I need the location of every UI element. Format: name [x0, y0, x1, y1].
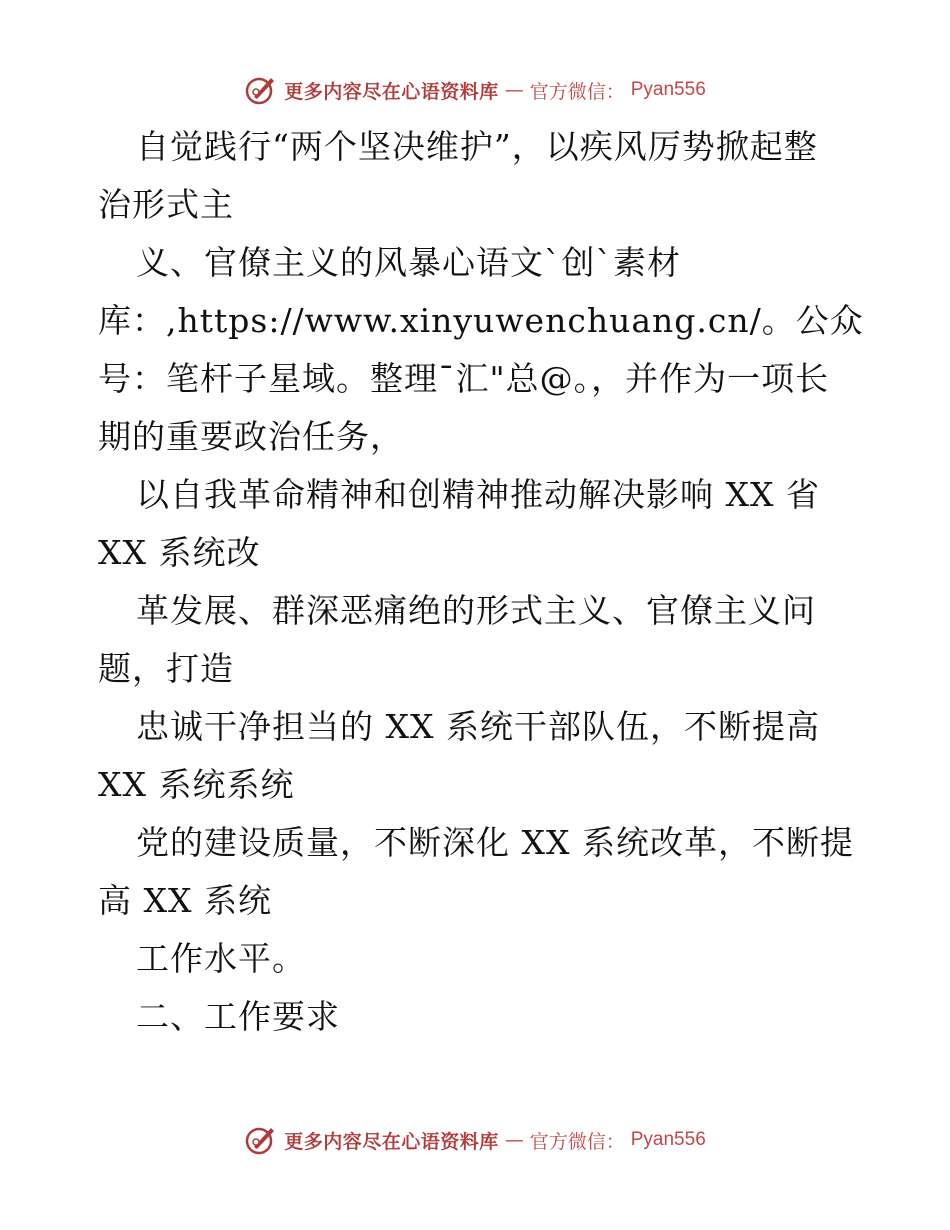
banner-slogan: 更多内容尽在心语资料库	[284, 80, 499, 103]
banner-dash: —	[504, 79, 524, 101]
banner-wechat-label: 官方微信：	[529, 80, 625, 103]
banner-slogan: 更多内容尽在心语资料库	[284, 1130, 499, 1153]
text-line: 革发展、群深恶痛绝的形式主义、官僚主义问	[136, 591, 816, 630]
banner-dash: —	[504, 1129, 524, 1151]
text-line: XX 系统改	[98, 533, 261, 572]
document-body	[98, 118, 864, 1046]
quill-logo-icon	[244, 73, 278, 107]
text-line: 题，打造	[98, 649, 234, 688]
footer-watermark-banner	[0, 1120, 950, 1160]
quill-logo-icon	[244, 1123, 278, 1157]
text-line: 以自我革命精神和创精神推动解决影响 XX 省	[136, 475, 820, 514]
text-line: 忠诚干净担当的 XX 系统干部队伍，不断提高	[136, 707, 820, 746]
section-heading: 二、工作要求	[136, 997, 340, 1036]
text-line: 期的重要政治任务，	[98, 417, 404, 456]
text-line: 治形式主	[98, 185, 234, 224]
banner-wechat-label: 官方微信：	[529, 1130, 625, 1153]
text-line: 自觉践行“两个坚决维护”，以疾风厉势掀起整	[136, 127, 818, 166]
banner-wechat-id: Pyan556	[630, 1129, 706, 1150]
text-line: 库：,https://www.xinyuwenchuang.cn/。公众	[98, 301, 864, 340]
text-line: 工作水平。	[136, 939, 306, 978]
banner-wechat-id: Pyan556	[630, 79, 706, 100]
header-watermark-banner	[0, 70, 950, 110]
text-line: 高 XX 系统	[98, 881, 272, 920]
text-line: 党的建设质量，不断深化 XX 系统改革，不断提	[136, 823, 854, 862]
text-line: 号：笔杆子星域。整理¯汇"总@。，并作为一项长	[98, 359, 830, 398]
text-line: 义、官僚主义的风暴心语文`创`素材	[136, 243, 681, 282]
text-line: XX 系统系统	[98, 765, 295, 804]
